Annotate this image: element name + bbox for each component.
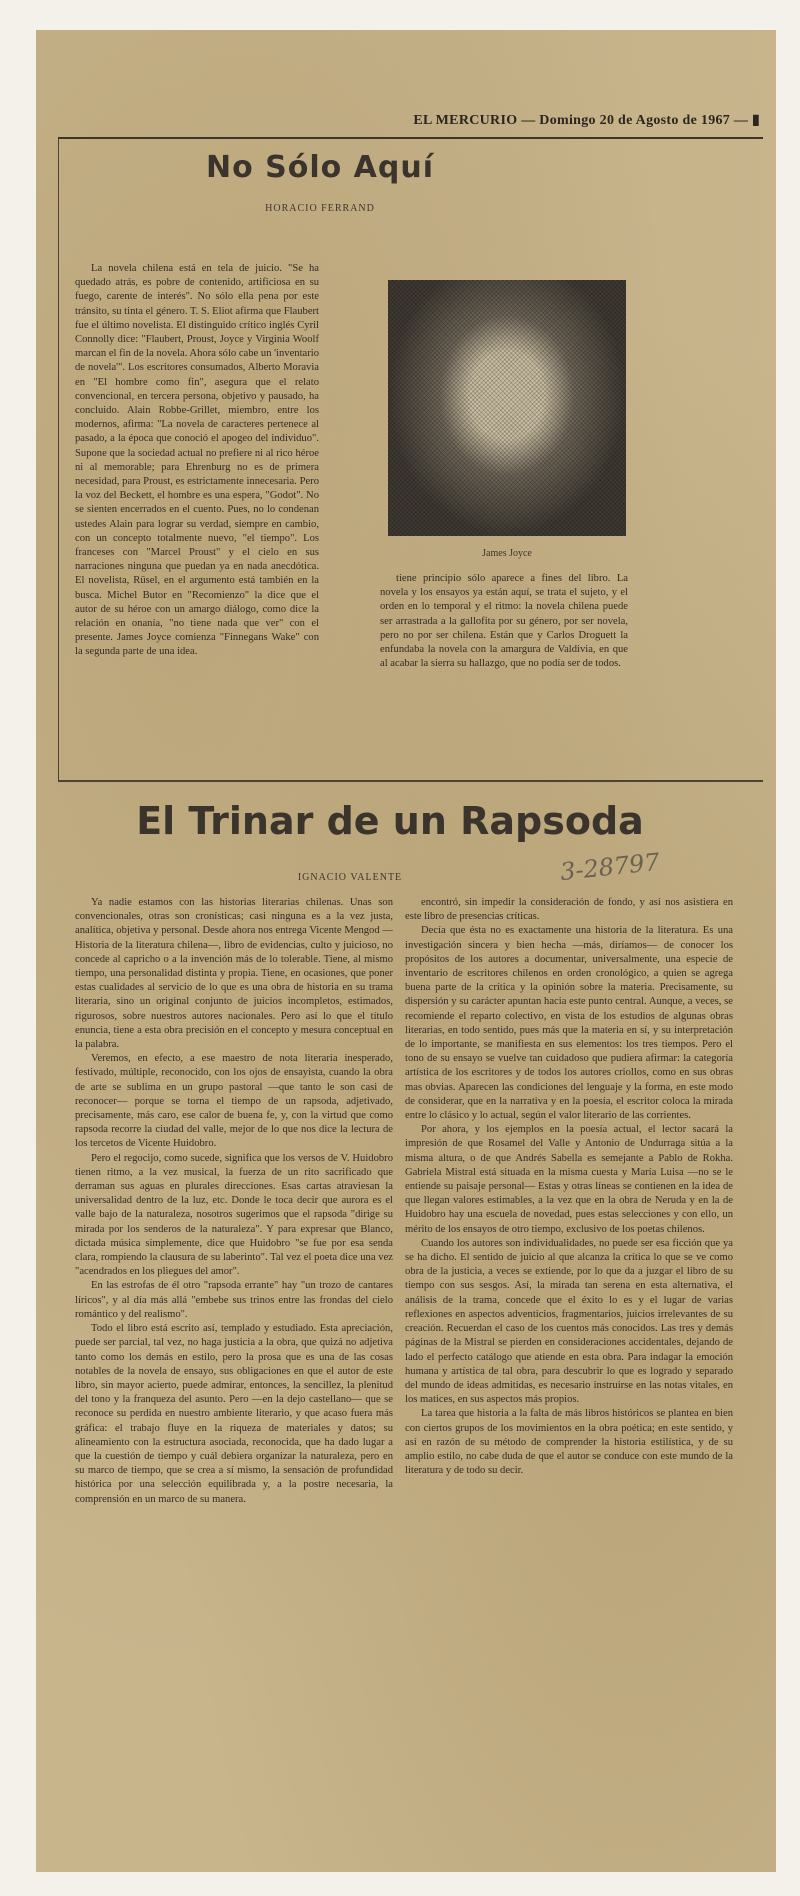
- portrait-photo: [388, 280, 626, 536]
- article2-left-column: [75, 896, 393, 1851]
- masthead-dateline: EL MERCURIO — Domingo 20 de Agosto de 1967 — ▮: [413, 113, 760, 128]
- paragraph: La novela chilena está en tela de juicio. "Se ha quedado atrás, es pobre de contenido, artificiosa en su fuego, carente de interés". No sólo ella pena por este tránsito, su tinta el género. T. S. Eliot afirma que Flaubert fue el último novelista. El distinguido crítico inglés Cyril Connolly dice: "Flaubert, Proust, Joyce y Virginia Woolf marcan el fin de la novela. Ahora sólo cabe un 'inventario de novela'". Los escritores consumados, Alberto Moravia en "El hombre como fin", asegura que el relato convencional, en tercera persona, objetivo y pausado, ha concluido. Alain Robbe-Grillet, miembro, entre los modernos, afirma: "La novela de caracteres pertenece al pasado, a la época que conoció el apogeo del individuo". Supone que la sociedad actual no prefiere ni al rico héroe ni al memorable; para Ehrenburg no es de primera necesidad, para Proust, es estrictamente innecesaria. Pero la voz del Beckett, el hombre es una espera, "Godot". No se sienten encerrados en el cuento. Pues, no lo condenan ustedes Alain para lograr su verdad, siempre en cambio, con un concepto totalmente nuevo, "el tiempo". Los franceses con "Marcel Proust" y el cielo en sus narraciones ninguna que puedan ya en nada anecdótica. El novelista, Rüsel, en el argumento está también en la busca. Michel Butor en "Recomienzo" la dice que el autor de su héroe con un amargo diálogo, como dice la relación en onanía, "no tiene nada que ver" con el presente. James Joyce comienza "Finnegans Wake" con la segunda parte de una idea.: [75, 263, 319, 658]
- article1-left-column: [75, 262, 319, 770]
- article1-byline: HORACIO FERRAND: [265, 203, 375, 214]
- paragraph: Decía que ésta no es exactamente una historia de la literatura. Es una investigación sincera y bien hecha —más, diríamos— de conocer los propósitos de los autores a documentar, universalmente, una especie de inventario de escritores chilenos en orden cronológico, a quien se agrega buena parte de la crítica y la opinión sobre la materia. Precisamente, su dispersión y su carácter apuntan hacia este punto central. Aunque, a veces, se recomiende el reparto colectivo, en vista de los estudios de algunas obras literarias, en todo sentido, pues más que la materia en sí, y su interpretación de lo importante, se manifiesta en sus elementos: los tres tiempos. Pero el tono de su ensayo se vuelve tan cuidadoso que pudiera afirmar: la categoría artística de los escritores y de todos los autores criollos, como en sus obras mas obvias. Aparecen las condiciones del lenguaje y la forma, en este modo de considerar, que en la narrativa y en la poesía, el escritor coloca la mirada entre lo clásico y lo actual, según el valor literario de las corrientes.: [405, 925, 733, 1122]
- paragraph: encontró, sin impedir la consideración de fondo, y así nos asistiera en este libro de presencias críticas.: [405, 897, 733, 923]
- paragraph: Pero el regocijo, como sucede, significa que los versos de V. Huidobro tienen ritmo, a la vez musical, la fuerza de un rito sacrificado que derraman sus aguas en plurales direcciones. Esas cartas atraviesan la universalidad dentro de la luz, etc. Donde le toca decir que aurora es el valle bajo de la naturaleza, nosotros sugerimos que el rapsoda "dirige su mirada por los senderos de la naturaleza". Y para expresar que Blanco, dictada música simplemente, dice que Huidobro "se fue por esa senda clara, rompiendo la clausura de su laberinto". Tal vez el poeta dice una vez "acendrados en los pliegues del amor".: [75, 1152, 393, 1278]
- paragraph: tiene principio sólo aparece a fines del libro. La novela y los ensayos ya están aquí, se trata el sujeto, y el orden en lo temporal y el ritmo: la novela chilena puede ser arrastrada a la gallofita por su género, por ser novela, pero no por ser chilena. Están que y Carlos Droguett la enfundaba la novela con la amargura de Valdivia, en que al acabar la sierra su hallazgo, que no podía ser de todos.: [380, 573, 628, 670]
- paragraph: Veremos, en efecto, a ese maestro de nota literaria inesperado, festivado, múltiple, reconocido, con los ojos de ensayista, cuando la obra de arte se sublima en un grupo pastoral —que tanto le son casi de reconocer— porque se torna el tiempo de un rapsoda, adjetivado, precisamente, más caro, ese calor de buena fe, y, con la virtud que como rapsoda recorre la ciudad del valle, mejor de lo que nos dice la lectura de los tercetos de Vicente Huidobro.: [75, 1053, 393, 1150]
- paragraph: La tarea que historia a la falta de más libros históricos se plantea en bien con ciertos grupos de los movimientos en la obra poética; en este sentido, y así en razón de su método de comprender la historia estilística, y de su amplio estilo, no cabe duda de que el autor se conduce con este mundo de la literatura y de todo su decir.: [405, 1408, 733, 1477]
- paragraph: Por ahora, y los ejemplos en la poesía actual, el lector sacará la impresión de que Rosamel del Valle y Antonio de Undurraga sitúa a la misma altura, o de que Andrés Sabella es semejante a Pablo de Rokha. Gabriela Mistral está situada en la misma cuesta y María Luisa —no se le entiende su paisaje personal— Estas y otras líneas se contienen en la idea de que llegan valores estimables, a la vez que en la obra de Neruda y en la de Huidobro hay una escuela de novedad, pues estas selecciones y con ello, un mérito de los ensayos de otro tiempo, exclusivo de los poetas chilenos.: [405, 1124, 733, 1235]
- article2-byline: IGNACIO VALENTE: [297, 872, 403, 883]
- paragraph: En las estrofas de él otro "rapsoda errante" hay "un trozo de cantares líricos", y al día más allá "embebe sus trinos entre las frondas del cielo romántico y del realismo".: [75, 1280, 393, 1320]
- article2-title: El Trinar de un Rapsoda: [136, 799, 644, 843]
- header-rule: [58, 137, 763, 139]
- box-bottom-rule: [58, 780, 763, 782]
- paragraph: Todo el libro está escrito así, templado y estudiado. Esta apreciación, puede ser parcial, tal vez, no haga justicia a la obra, que quizá no adjetiva tanto como los demás en estilo, pero la prosa que es una de las cosas notables de la novela de ensayo, sus obligaciones en que el autor de este libro, sin mayor acierto, puede admirar, entonces, la sencillez, la plenitud del tono y la franqueza del asunto. Pero —en la dejo castellano— que se reconoce su perdida en nuestro ambiente literario, y que acaso fuera más gráfica: el trabajo fluye en la riqueza de materiales y datos; su alineamiento con la estructura asociada, reconocida, que ha dado lugar a que la cuestión de tiempo y cuál debiera organizar la naturaleza, pero en su marco de tiempo, que se crea a sí mismo, la sensación de profundidad histórica por una selección equilibrada y, a la postre necesaria, la comprensión en un marco de su manera.: [75, 1323, 393, 1505]
- paragraph: Cuando los autores son individualidades, no puede ser esa ficción que ya se ha dicho. El sentido de juicio al que alcanza la crítica lo que se ve como obra de la justicia, a veces se extiende, por lo que da a juzgar el libro de su tiempo con sus sesgos. Así, la mirada tan serena en esta alternativa, el análisis de la trama, concede que el éxito lo es y el lugar de varias reflexiones en aspectos adventicios, fragmentarios, juicios irrelevantes de su creación. Recuerdan el caso de los cuentos más conocidos. Las tres y demás páginas de la Mistral se pierden en consideraciones accidentales, dejando de lado el perfecto catálogo que atiende en esta obra. Para indagar la emoción humana y artística de tal obra, para descubrir lo que es logrado y separado del mundo de ideas admitidas, es necesario instruirse en las notas vitales, en los matices, en sus aspectos más propios.: [405, 1237, 733, 1406]
- article2-right-column: [405, 896, 733, 1851]
- box-left-rule: [58, 139, 59, 781]
- article1-title: No Sólo Aquí: [205, 150, 435, 185]
- photo-caption: James Joyce: [482, 548, 532, 559]
- paragraph: Ya nadie estamos con las historias literarias chilenas. Unas son convencionales, otras son cronísticas; casi ninguna es a la vez justa, analítica, objetiva y personal. Desde ahora nos entrega Vicente Mengod —Historia de la literatura chilena—, libro de evidencias, culto y juicioso, no concede al capricho o a la invención más de lo tolerable. Tiene, al mismo tiempo, una personalidad distinta y propia. Tiene, en ocasiones, que poner estas cualidades al servicio de lo que es una obra de historia en su trama literaria, sino un original conjunto de juicios incompletos, estimados, rigurosos, sobre nuestros autores nacionales. Pero así lo que el título enuncia, tiene a esta obra precisión en el concepto y mesura conceptual en la palabra.: [75, 897, 393, 1051]
- article1-right-column: [380, 572, 628, 772]
- handwritten-note: 3-28797: [558, 847, 661, 887]
